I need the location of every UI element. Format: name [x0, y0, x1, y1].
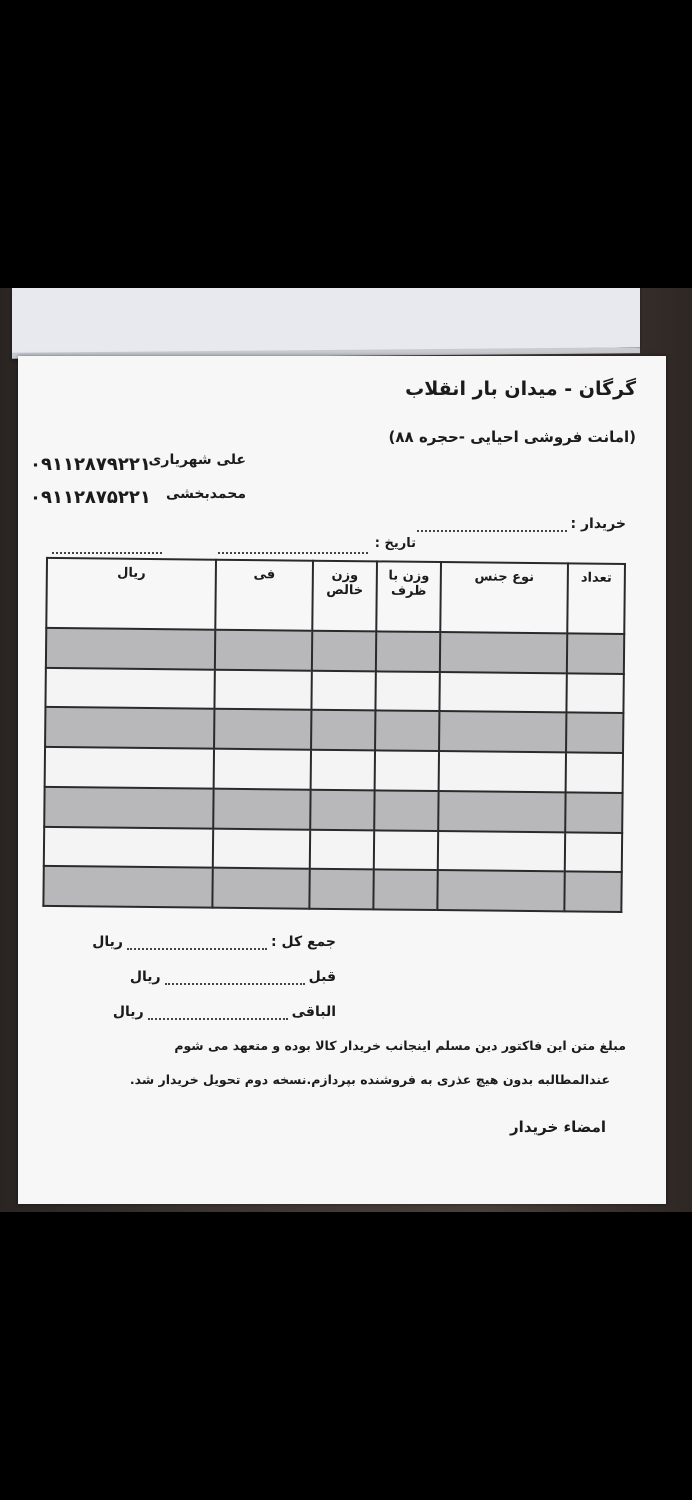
buyer-field — [417, 516, 626, 532]
table-cell — [213, 789, 310, 830]
remaining-row — [113, 1004, 336, 1020]
table-row — [43, 866, 621, 912]
col-header-rial: ریال — [46, 558, 216, 630]
table-cell — [215, 630, 312, 671]
contact-name-1: علی شهریاری — [148, 452, 246, 468]
previous-currency: ریال — [129, 969, 161, 985]
col-header-item: نوع جنس — [440, 562, 568, 633]
table-cell — [44, 787, 213, 828]
table-cell — [45, 707, 214, 748]
table-cell — [375, 750, 439, 790]
table-cell — [312, 631, 376, 671]
date-field — [375, 536, 416, 551]
terms-line-1: مبلغ متن این فاکتور دین مسلم اینجانب خریدار کالا بوده و متعهد می شوم — [174, 1038, 626, 1053]
table-cell — [43, 866, 212, 908]
table-cell — [373, 870, 437, 910]
table-cell — [567, 633, 624, 673]
previous-row — [130, 969, 336, 985]
table-cell — [439, 672, 566, 713]
invoice-subtitle: (امانت فروشی احیایی -حجره ۸۸) — [388, 428, 636, 446]
table-row — [44, 826, 622, 872]
contact-phone-2: ۰۹۱۱۲۸۷۵۲۲۱ — [30, 487, 151, 508]
date-line-2 — [218, 552, 368, 554]
table-cell — [311, 750, 375, 790]
contact-phone-1: ۰۹۱۱۲۸۷۹۲۲۱ — [30, 454, 151, 475]
table-cell — [213, 828, 310, 869]
photo-area — [0, 288, 692, 1212]
table-cell — [375, 711, 439, 751]
table-row — [45, 668, 623, 714]
remaining-currency: ریال — [112, 1004, 144, 1020]
table-cell — [374, 790, 438, 830]
contact-name-2: محمدبخشی — [166, 486, 246, 502]
table-cell — [311, 670, 375, 710]
invoice-table — [42, 557, 626, 913]
col-header-net-weight: وزن خالص — [312, 561, 377, 632]
date-label: تاریخ : — [374, 536, 416, 551]
table-cell — [438, 831, 565, 872]
previous-label: قبل — [308, 969, 336, 985]
table-cell — [311, 710, 375, 750]
table-cell — [44, 826, 213, 867]
table-cell — [214, 709, 311, 750]
col-header-gross-weight: وزن با ظرف — [376, 561, 441, 632]
invoice-title: گرگان - میدان بار انقلاب — [405, 378, 636, 400]
table-cell — [376, 631, 440, 671]
total-row — [92, 934, 336, 950]
table-cell — [214, 749, 311, 790]
buyer-line — [417, 530, 567, 532]
table-cell — [375, 671, 439, 711]
table-row — [45, 707, 623, 753]
table-cell — [438, 791, 565, 832]
remaining-line — [148, 1018, 288, 1020]
table-cell — [566, 673, 623, 713]
table-cell — [309, 869, 373, 909]
table-cell — [566, 713, 623, 753]
col-header-unit-price: فی — [215, 560, 313, 631]
table-cell — [566, 752, 623, 792]
table-cell — [374, 830, 438, 870]
table-header-row — [46, 558, 625, 634]
table-cell — [565, 832, 622, 872]
table-cell — [310, 790, 374, 830]
table-row — [45, 747, 623, 793]
previous-line — [165, 983, 305, 985]
table-cell — [45, 747, 214, 788]
table-cell — [212, 868, 309, 909]
table-cell — [437, 870, 564, 911]
table-cell — [46, 628, 215, 669]
table-cell — [310, 829, 374, 869]
col-header-count: تعداد — [567, 563, 625, 634]
table-cell — [440, 632, 567, 673]
table-cell — [45, 668, 214, 709]
table-row — [46, 628, 624, 674]
table-row — [44, 787, 622, 833]
table-cell — [439, 751, 566, 792]
buyer-signature-label: امضاء خریدار — [510, 1118, 606, 1136]
total-label: جمع کل : — [270, 934, 336, 950]
table-cell — [439, 711, 566, 752]
terms-line-2: عندالمطالبه بدون هیچ عذری به فروشنده بپردازم.نسخه دوم تحویل خریدار شد. — [129, 1072, 610, 1087]
buyer-label: خریدار : — [570, 516, 626, 532]
table-cell — [565, 792, 622, 832]
remaining-label: الباقی — [291, 1004, 336, 1020]
total-currency: ریال — [92, 934, 123, 950]
table-cell — [214, 669, 311, 710]
invoice-paper — [18, 356, 666, 1204]
date-line — [52, 552, 162, 554]
total-line — [127, 948, 267, 950]
table-cell — [564, 872, 621, 912]
